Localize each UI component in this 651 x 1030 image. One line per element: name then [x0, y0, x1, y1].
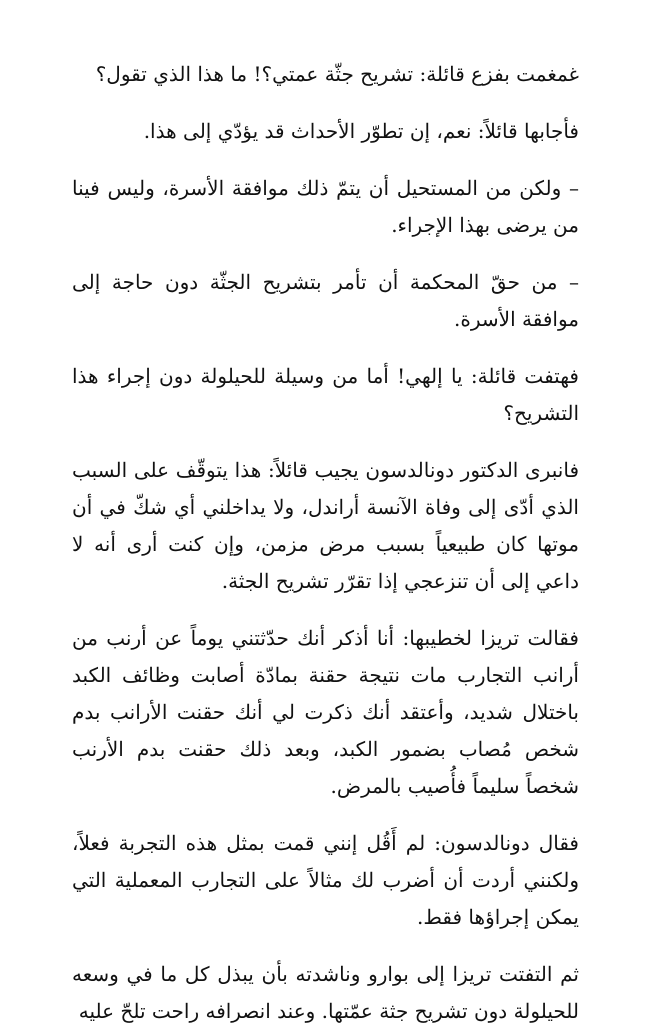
paragraph-5: فهتفت قائلة: يا إلهي! أما من وسيلة للحيلولة دون إجراء هذا التشريح؟: [72, 364, 579, 425]
paragraph-7: فقالت تريزا لخطيبها: أنا أذكر أنك حدّثتني يوماً عن أرنب من أرانب التجارب مات نتيجة حقنة بمادّة أصابت وظائف الكبد باختلال شديد، وأعتقد أنك ذكرت لي أنك حقنت الأرانب بدم شخص مُصاب بضمور الكبد، وبعد ذلك حقنت بدم الأرنب شخصاً سليماً فأُصيب بالمرض.: [72, 626, 579, 798]
paragraph-9: ثم التفتت تريزا إلى بوارو وناشدته بأن يبذل كل ما في وسعه للحيلولة دون تشريح جثة عمّتها. وعند انصرافه راحت تلحّ عليه: [72, 962, 579, 1023]
paragraph-2: فأجابها قائلاً: نعم، إن تطوّر الأحداث قد يؤدّي إلى هذا.: [143, 119, 579, 143]
paragraph-8: فقال دونالدسون: لم أَقُل إنني قمت بمثل هذه التجربة فعلاً، ولكنني أردت أن أضرب لك مثالاً على التجارب المعملية التي يمكن إجراؤها فقط.: [72, 831, 579, 929]
paragraph-4: – من حقّ المحكمة أن تأمر بتشريح الجثّة دون حاجة إلى موافقة الأسرة.: [72, 270, 579, 331]
paragraph-6: فانبرى الدكتور دونالدسون يجيب قائلاً: هذا يتوقّف على السبب الذي أدّى إلى وفاة الآنسة أراندل، ولا يداخلني أي شكّ في أن موتها كان طبيعياً بسبب مرض مزمن، وإن كنت أرى أنه لا داعي إلى أن تنزعجي إذا تقرّر تشريح الجثة.: [72, 458, 579, 593]
paragraph-1: غمغمت بفزع قائلة: تشريح جثّة عمتي؟! ما هذا الذي تقول؟: [95, 62, 579, 86]
paragraph-3: – ولكن من المستحيل أن يتمّ ذلك موافقة الأسرة، وليس فينا من يرضى بهذا الإجراء.: [72, 176, 579, 237]
